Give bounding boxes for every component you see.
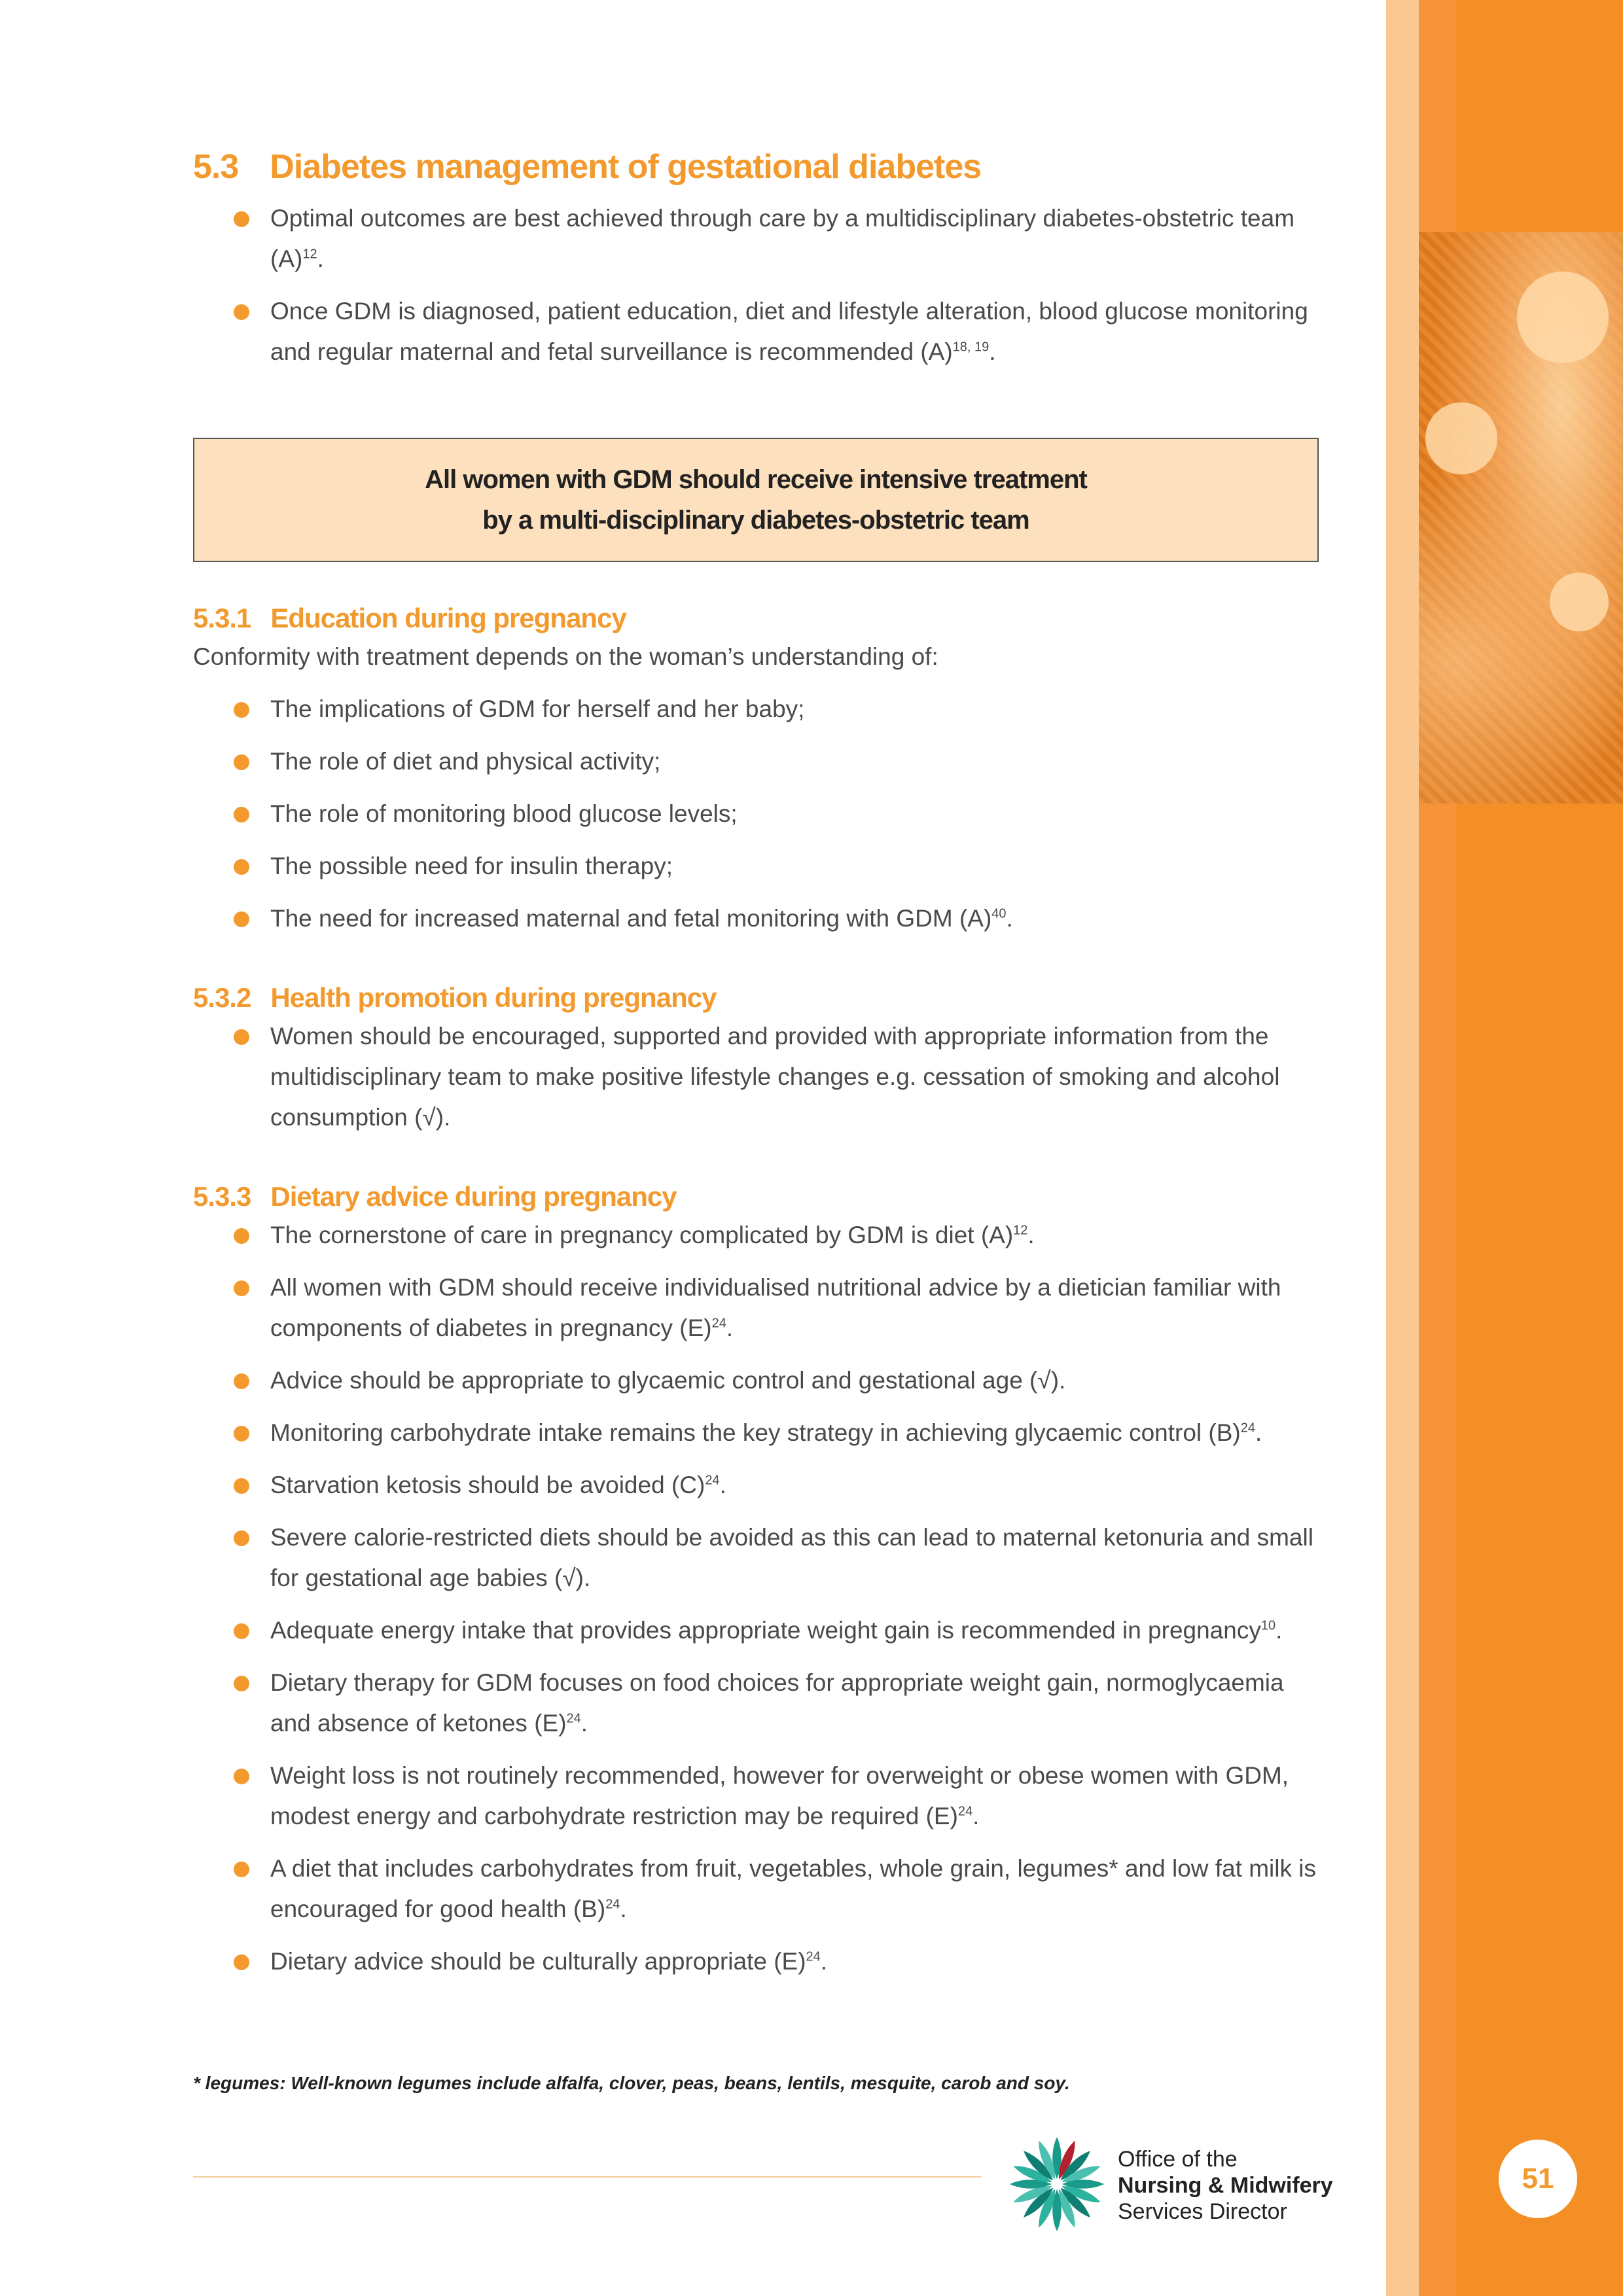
list-item-end: . (719, 1472, 726, 1498)
reference-superscript: 24 (566, 1711, 581, 1726)
bullet-dot-icon (234, 754, 249, 770)
list-item (193, 1517, 1319, 1598)
bullet-dot-icon (234, 211, 249, 227)
subsection-heading-dietary-advice (193, 1181, 1319, 1212)
list-item-text: Dietary therapy for GDM focuses on food choices for appropriate weight gain, normoglycaemia and absence of ketones (E) (270, 1669, 1284, 1737)
reference-superscript: 40 (991, 906, 1007, 921)
list-item (193, 846, 1319, 887)
list-item (193, 1756, 1319, 1837)
puzzle-photo (1419, 232, 1623, 804)
bullet-dot-icon (234, 1862, 249, 1877)
list-item-text: The implications of GDM for herself and her baby; (270, 696, 805, 722)
list-item-text: Severe calorie-restricted diets should be avoided as this can lead to maternal ketonuria and small for gestational age babies (√). (270, 1524, 1313, 1591)
list-item (193, 1215, 1319, 1256)
list-item-text: Monitoring carbohydrate intake remains the key strategy in achieving glycaemic control (B) (270, 1419, 1241, 1446)
logo-line-1: Office of the (1118, 2147, 1238, 2172)
callout-line-1: All women with GDM should receive intensive treatment (425, 465, 1087, 494)
bullet-dot-icon (234, 807, 249, 822)
list-item-end: . (1275, 1617, 1283, 1644)
list-item-text: The role of diet and physical activity; (270, 748, 661, 775)
reference-superscript: 10 (1260, 1618, 1276, 1633)
subsection-heading-health-promotion (193, 982, 1319, 1014)
list-item (193, 1663, 1319, 1744)
subsection-number: 5.3.1 (193, 603, 251, 633)
page-number: 51 (1499, 2140, 1577, 2218)
list-item (193, 291, 1319, 372)
bullet-dot-icon (234, 1530, 249, 1546)
list-item (193, 198, 1319, 279)
bullet-dot-icon (234, 1676, 249, 1691)
subsection-title: Health promotion during pregnancy (270, 982, 717, 1013)
health-promotion-bullet-list (193, 1016, 1319, 1138)
list-item (193, 794, 1319, 834)
list-item (193, 1267, 1319, 1349)
list-item (193, 1941, 1319, 1982)
reference-superscript: 24 (1240, 1421, 1255, 1436)
list-item (193, 1413, 1319, 1453)
section-number: 5.3 (193, 148, 239, 186)
list-item-end: . (580, 1710, 588, 1737)
subsection-title: Dietary advice during pregnancy (270, 1181, 677, 1212)
list-item (193, 689, 1319, 730)
bullet-dot-icon (234, 1478, 249, 1494)
list-item-end: . (820, 1948, 828, 1975)
list-item-text: The role of monitoring blood glucose levels; (270, 800, 738, 827)
list-item-end: . (317, 245, 324, 272)
subsection-number: 5.3.2 (193, 982, 251, 1013)
bullet-dot-icon (234, 1280, 249, 1296)
list-item (193, 1848, 1319, 1930)
list-item-text: The possible need for insulin therapy; (270, 853, 673, 879)
bullet-dot-icon (234, 1769, 249, 1784)
page-content (193, 147, 1319, 1982)
list-item-text: Adequate energy intake that provides appropriate weight gain is recommended in pregnancy (270, 1617, 1261, 1644)
reference-superscript: 12 (1013, 1223, 1028, 1238)
dietary-advice-bullet-list (193, 1215, 1319, 1982)
reference-superscript: 24 (806, 1949, 821, 1964)
list-item-end: . (972, 1803, 980, 1829)
bullet-dot-icon (234, 702, 249, 718)
section-title: Diabetes management of gestational diabetes (270, 148, 982, 186)
list-item-end: . (1255, 1419, 1262, 1446)
list-item-end: . (726, 1315, 734, 1341)
bullet-dot-icon (234, 1373, 249, 1389)
bullet-dot-icon (234, 911, 249, 927)
list-item (193, 1465, 1319, 1506)
side-stripe-light (1386, 0, 1419, 2296)
bullet-dot-icon (234, 1426, 249, 1441)
logo-line-3: Services Director (1118, 2199, 1287, 2224)
bullet-dot-icon (234, 859, 249, 875)
footer-divider (193, 2176, 982, 2178)
list-item-end: . (1027, 1222, 1035, 1248)
section-heading (193, 147, 1319, 186)
footnote: * legumes: Well-known legumes include alfalfa, clover, peas, beans, lentils, mesquite, carob and soy. (193, 2073, 1070, 2093)
reference-superscript: 12 (302, 247, 317, 262)
list-item (193, 1016, 1319, 1138)
onmsd-logo-icon (1005, 2132, 1109, 2236)
list-item-end: . (1006, 905, 1013, 932)
list-item-text: Advice should be appropriate to glycaemic control and gestational age (√). (270, 1367, 1066, 1394)
list-item-text: Starvation ketosis should be avoided (C) (270, 1472, 705, 1498)
reference-superscript: 24 (705, 1473, 720, 1488)
logo-text (1118, 2146, 1333, 2225)
list-item-text: Once GDM is diagnosed, patient education, diet and lifestyle alteration, blood glucose monitoring and regular maternal and fetal surveillance is recommended (A) (270, 298, 1308, 365)
bullet-dot-icon (234, 1029, 249, 1045)
list-item (193, 898, 1319, 939)
logo-line-2: Nursing & Midwifery (1118, 2173, 1333, 2198)
list-item-text: Women should be encouraged, supported and provided with appropriate information from the multidisciplinary team to make positive lifestyle changes e.g. cessation of smoking and alcohol consumption (√). (270, 1023, 1280, 1131)
education-intro: Conformity with treatment depends on the woman’s understanding of: (193, 643, 938, 670)
intro-bullet-list (193, 198, 1319, 372)
list-item (193, 1360, 1319, 1401)
list-item (193, 1610, 1319, 1651)
bullet-dot-icon (234, 1228, 249, 1244)
subsection-heading-education (193, 603, 1319, 634)
list-item-text: A diet that includes carbohydrates from fruit, vegetables, whole grain, legumes* and low fat milk is encouraged for good health (B) (270, 1855, 1316, 1922)
bullet-dot-icon (234, 1954, 249, 1970)
subsection-title: Education during pregnancy (270, 603, 626, 633)
list-item-text: All women with GDM should receive individualised nutritional advice by a dietician familiar with components of diabetes in pregnancy (E) (270, 1274, 1281, 1341)
reference-superscript: 24 (605, 1897, 620, 1912)
education-bullet-list (193, 689, 1319, 939)
key-recommendation-box (193, 438, 1319, 562)
reference-superscript: 24 (711, 1316, 726, 1331)
bullet-dot-icon (234, 1623, 249, 1639)
list-item (193, 741, 1319, 782)
list-item-text: Weight loss is not routinely recommended, however for overweight or obese women with GDM, modest energy and carbohydrate restriction may be required (E) (270, 1762, 1289, 1829)
bullet-dot-icon (234, 304, 249, 320)
list-item-end: . (989, 338, 996, 365)
reference-superscript: 18, 19 (952, 340, 990, 355)
callout-line-2: by a multi-disciplinary diabetes-obstetric team (482, 506, 1029, 535)
list-item-text: The cornerstone of care in pregnancy complicated by GDM is diet (A) (270, 1222, 1014, 1248)
list-item-text: Optimal outcomes are best achieved through care by a multidisciplinary diabetes-obstetric team (A) (270, 205, 1295, 272)
reference-superscript: 24 (957, 1804, 973, 1819)
list-item-text: Dietary advice should be culturally appropriate (E) (270, 1948, 806, 1975)
list-item-text: The need for increased maternal and fetal monitoring with GDM (A) (270, 905, 992, 932)
list-item-end: . (620, 1896, 627, 1922)
subsection-number: 5.3.3 (193, 1181, 251, 1212)
